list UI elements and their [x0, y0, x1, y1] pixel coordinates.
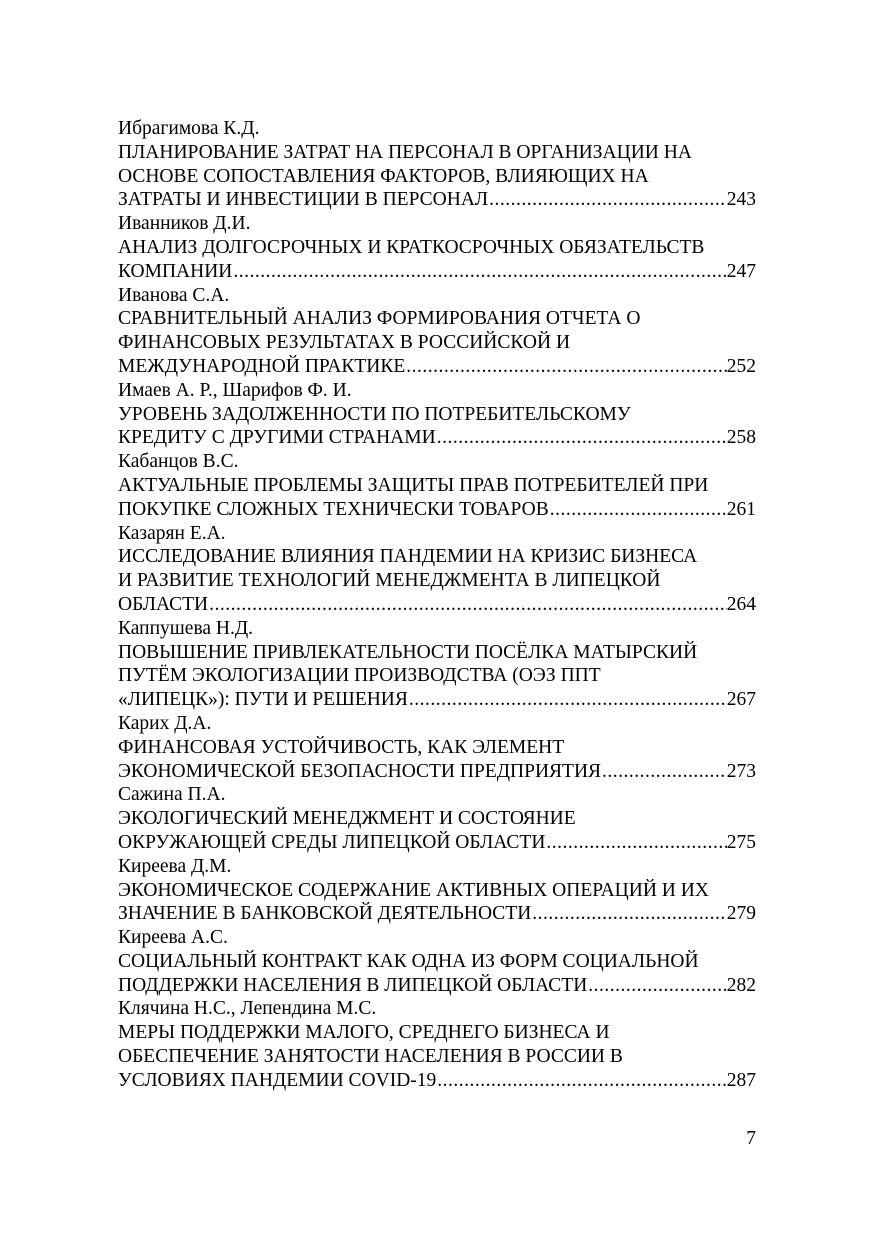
toc-title-line: ФИНАНСОВАЯ УСТОЙЧИВОСТЬ, КАК ЭЛЕМЕНТ [118, 736, 565, 758]
toc-page-number: 252 [726, 355, 756, 377]
toc-title-line: КРЕДИТУ С ДРУГИМИ СТРАНАМИ [118, 427, 436, 449]
toc-entry [118, 379, 756, 450]
toc-author: Иванников Д.И. [118, 213, 251, 235]
toc-entry [118, 212, 756, 283]
toc-page-number: 279 [726, 903, 756, 925]
toc-title-line: СОЦИАЛЬНЫЙ КОНТРАКТ КАК ОДНА ИЗ ФОРМ СОЦИАЛЬНОЙ [118, 950, 699, 972]
toc-entry [118, 855, 756, 926]
toc-title-last-line [118, 902, 756, 926]
toc-title-line: УРОВЕНЬ ЗАДОЛЖЕННОСТИ ПО ПОТРЕБИТЕЛЬСКОМУ [118, 403, 631, 425]
toc-entry [118, 926, 756, 997]
toc-title-line: ПЛАНИРОВАНИЕ ЗАТРАТ НА ПЕРСОНАЛ В ОРГАНИЗАЦИИ НА [118, 141, 692, 163]
dot-leader [531, 902, 726, 926]
toc-title-line: СРАВНИТЕЛЬНЫЙ АНАЛИЗ ФОРМИРОВАНИЯ ОТЧЕТА О [118, 308, 641, 330]
toc-title-last-line [118, 974, 756, 998]
toc-title-last-line [118, 188, 756, 212]
toc-page-number: 275 [726, 831, 756, 853]
toc-entry [118, 997, 756, 1092]
toc-title-line: АКТУАЛЬНЫЕ ПРОБЛЕМЫ ЗАЩИТЫ ПРАВ ПОТРЕБИТЕЛЕЙ ПРИ [118, 474, 709, 496]
dot-leader [587, 974, 726, 998]
toc-title-line: УСЛОВИЯХ ПАНДЕМИИ COVID-19 [118, 1069, 437, 1091]
toc-title-last-line [118, 355, 756, 379]
toc-title-line: «ЛИПЕЦК»): ПУТИ И РЕШЕНИЯ [118, 689, 408, 711]
toc-title-line: ФИНАНСОВЫХ РЕЗУЛЬТАТАХ В РОССИЙСКОЙ И [118, 332, 571, 354]
toc-title-line: ПОДДЕРЖКИ НАСЕЛЕНИЯ В ЛИПЕЦКОЙ ОБЛАСТИ [118, 974, 588, 996]
toc-author: Имаев А. Р., Шарифов Ф. И. [118, 379, 352, 401]
toc-entry [118, 712, 756, 783]
toc-page-number: 273 [726, 760, 756, 782]
toc-entry [118, 783, 756, 854]
toc-page-number: 261 [726, 498, 756, 520]
toc-title-line: И РАЗВИТИЕ ТЕХНОЛОГИЙ МЕНЕДЖМЕНТА В ЛИПЕЦКОЙ [118, 570, 661, 592]
dot-leader [436, 426, 727, 450]
toc-entry [118, 117, 756, 212]
toc-page-number: 247 [726, 260, 756, 282]
table-of-contents [118, 117, 756, 1093]
toc-title-last-line [118, 426, 756, 450]
dot-leader [545, 831, 726, 855]
toc-author: Киреева Д.М. [118, 855, 232, 877]
dot-leader [436, 1069, 726, 1093]
dot-leader [488, 188, 727, 212]
toc-entry [118, 617, 756, 712]
dot-leader [208, 593, 727, 617]
toc-page-number: 264 [726, 593, 756, 615]
toc-author: Киреева А.С. [118, 927, 228, 949]
toc-title-line: АНАЛИЗ ДОЛГОСРОЧНЫХ И КРАТКОСРОЧНЫХ ОБЯЗАТЕЛЬСТВ [118, 236, 705, 258]
toc-entry [118, 522, 756, 617]
toc-title-line: ЭКОЛОГИЧЕСКИЙ МЕНЕДЖМЕНТ И СОСТОЯНИЕ [118, 808, 576, 830]
toc-page-number: 282 [726, 974, 756, 996]
dot-leader [601, 760, 727, 784]
toc-title-line: ОКРУЖАЮЩЕЙ СРЕДЫ ЛИПЕЦКОЙ ОБЛАСТИ [118, 831, 546, 853]
toc-title-last-line [118, 831, 756, 855]
toc-title-line: ЗНАЧЕНИЕ В БАНКОВСКОЙ ДЕЯТЕЛЬНОСТИ [118, 903, 532, 925]
page-number: 7 [746, 1128, 756, 1149]
toc-page-number: 287 [726, 1069, 756, 1091]
dot-leader [549, 498, 727, 522]
toc-title-line: ПОВЫШЕНИЕ ПРИВЛЕКАТЕЛЬНОСТИ ПОСЁЛКА МАТЫРСКИЙ [118, 641, 698, 663]
dot-leader [408, 688, 727, 712]
toc-author: Сажина П.А. [118, 784, 226, 806]
dot-leader [405, 355, 726, 379]
toc-title-line: МЕЖДУНАРОДНОЙ ПРАКТИКЕ [118, 355, 406, 377]
toc-title-line: ОБЕСПЕЧЕНИЕ ЗАНЯТОСТИ НАСЕЛЕНИЯ В РОССИИ В [118, 1046, 623, 1068]
toc-title-last-line [118, 498, 756, 522]
toc-page-number: 243 [726, 189, 756, 211]
toc-author: Клячина Н.С., Лепендина М.С. [118, 998, 377, 1020]
toc-author: Ибрагимова К.Д. [118, 118, 260, 139]
toc-title-line: МЕРЫ ПОДДЕРЖКИ МАЛОГО, СРЕДНЕГО БИЗНЕСА И [118, 1022, 610, 1044]
toc-title-line: ОСНОВЕ СОПОСТАВЛЕНИЯ ФАКТОРОВ, ВЛИЯЮЩИХ НА [118, 165, 649, 187]
toc-author: Иванова С.А. [118, 284, 230, 306]
toc-title-line: ОБЛАСТИ [118, 593, 209, 615]
dot-leader [232, 260, 726, 284]
toc-title-last-line [118, 1069, 756, 1093]
toc-author: Карих Д.А. [118, 712, 212, 734]
toc-title-line: ИССЛЕДОВАНИЕ ВЛИЯНИЯ ПАНДЕМИИ НА КРИЗИС БИЗНЕСА [118, 546, 698, 568]
toc-title-last-line [118, 593, 756, 617]
toc-title-last-line [118, 260, 756, 284]
toc-author: Кабанцов В.С. [118, 451, 239, 473]
toc-title-line: КОМПАНИИ [118, 260, 233, 282]
toc-author: Казарян Е.А. [118, 522, 226, 544]
toc-page-number: 267 [726, 689, 756, 711]
toc-title-last-line [118, 760, 756, 784]
toc-title-line: ЭКОНОМИЧЕСКОЕ СОДЕРЖАНИЕ АКТИВНЫХ ОПЕРАЦИЙ И ИХ [118, 879, 709, 901]
toc-entry [118, 450, 756, 521]
toc-title-line: ЗАТРАТЫ И ИНВЕСТИЦИИ В ПЕРСОНАЛ [118, 189, 489, 211]
toc-title-line: ПУТЁМ ЭКОЛОГИЗАЦИИ ПРОИЗВОДСТВА (ОЭЗ ППТ [118, 665, 601, 687]
toc-title-last-line [118, 688, 756, 712]
toc-entry [118, 284, 756, 379]
toc-page-number: 258 [726, 427, 756, 449]
toc-title-line: ЭКОНОМИЧЕСКОЙ БЕЗОПАСНОСТИ ПРЕДПРИЯТИЯ [118, 760, 602, 782]
toc-author: Каппушева Н.Д. [118, 617, 254, 639]
toc-title-line: ПОКУПКЕ СЛОЖНЫХ ТЕХНИЧЕСКИ ТОВАРОВ [118, 498, 549, 520]
